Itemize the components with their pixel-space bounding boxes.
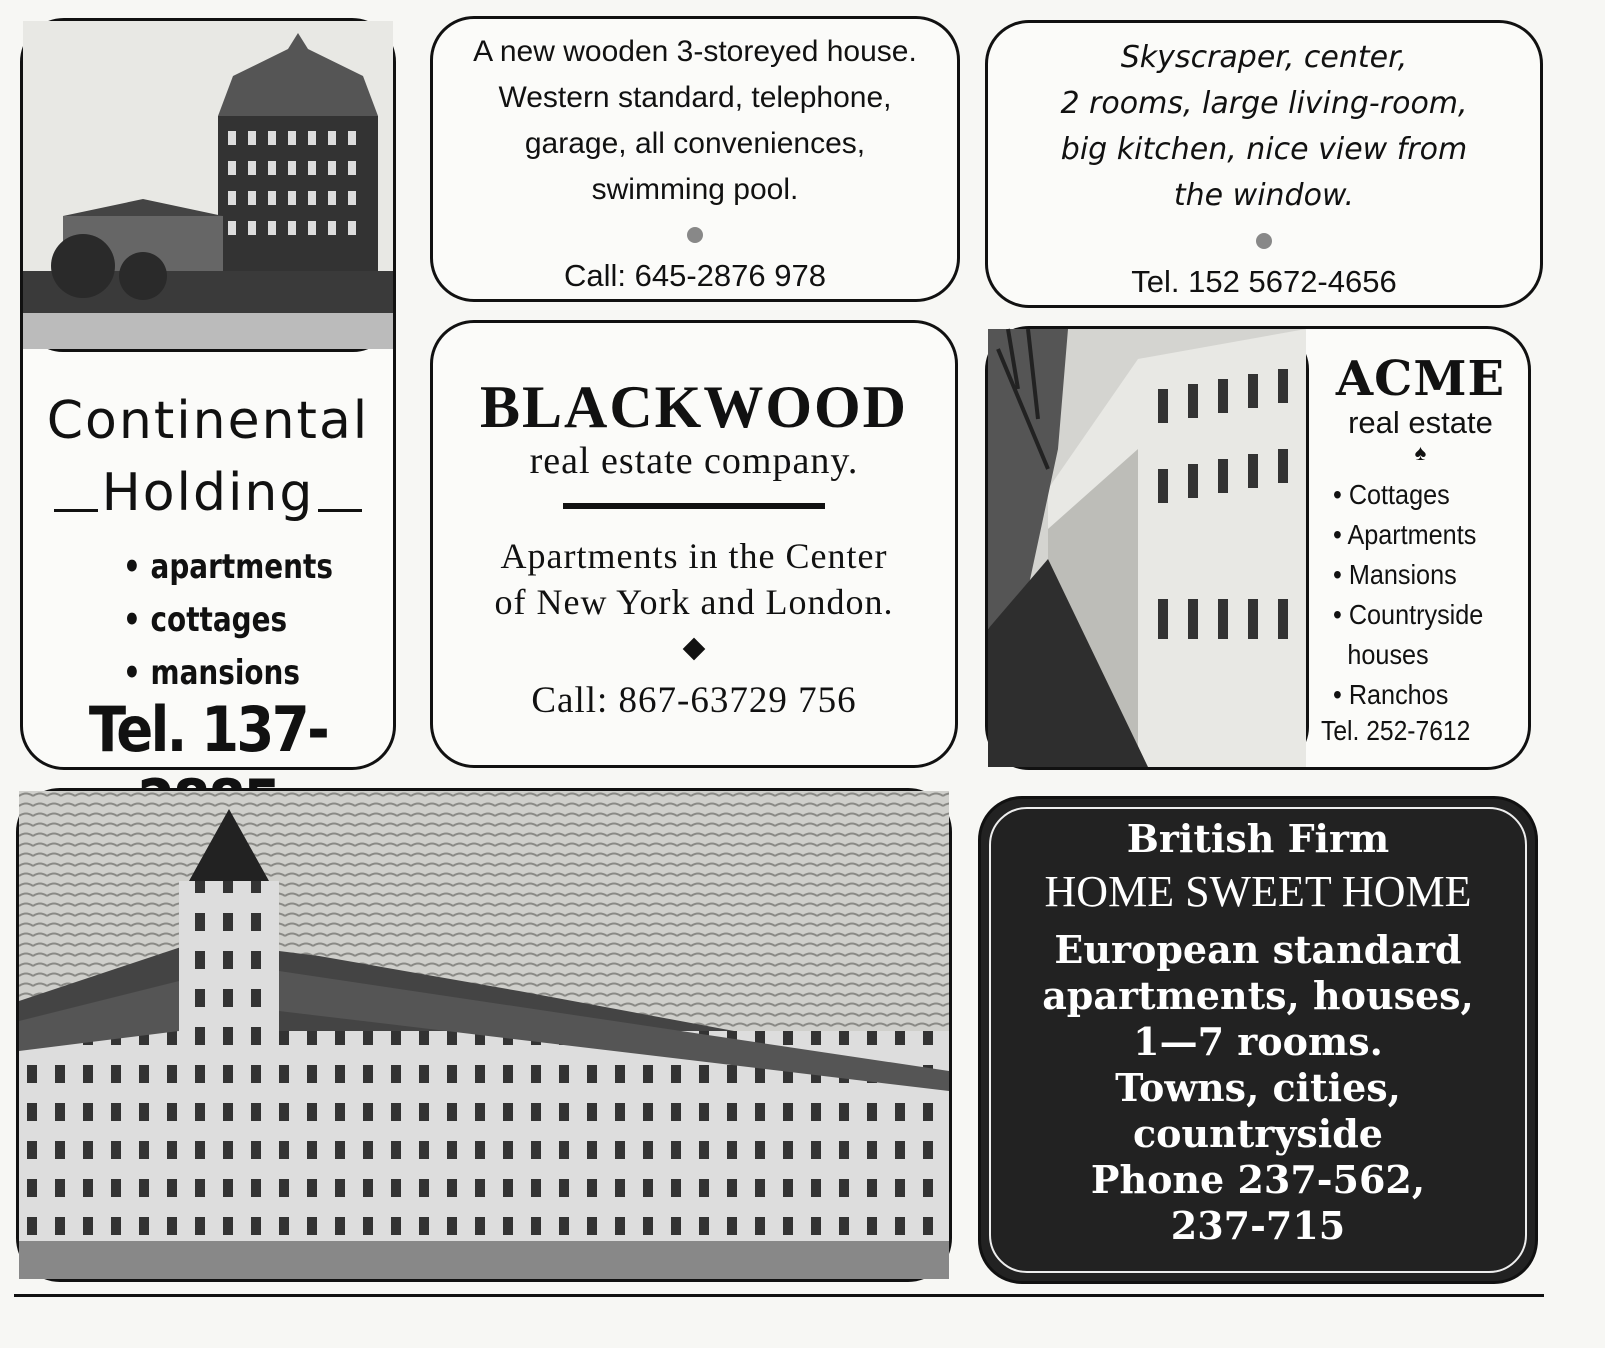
list-item: • Ranchos: [1333, 675, 1509, 715]
list-item: • apartments: [123, 541, 333, 594]
service-list: [1333, 475, 1528, 715]
company-name: HOME SWEET HOME: [1044, 867, 1472, 916]
acme-real-estate-ad: [985, 326, 1531, 770]
phone-number: Tel. 252-7612: [1321, 715, 1471, 746]
apartment-complex-photo: [16, 788, 952, 1282]
ad-line: garage, all conveniences,: [524, 127, 866, 160]
service-list: [123, 541, 379, 700]
bottom-rule: [14, 1294, 1544, 1297]
list-item: • Mansions: [1333, 555, 1509, 595]
continental-holding-ad: [20, 18, 396, 770]
list-item: • Countryside: [1333, 595, 1509, 635]
brand-name-line2-text: Holding: [101, 463, 315, 523]
ad-line: of New York and London.: [494, 582, 894, 622]
building-photo: [988, 329, 1309, 767]
ad-line: Skyscraper, center,: [1120, 40, 1408, 75]
home-sweet-home-ad: [978, 796, 1538, 1284]
inner-border: [989, 807, 1527, 1273]
list-item: • cottages: [123, 594, 333, 647]
building-photo: [23, 21, 393, 352]
list-item: • Cottages: [1333, 475, 1509, 515]
divider: [563, 503, 825, 509]
diamond-icon: [683, 638, 706, 661]
ad-line: European standard: [1054, 927, 1462, 972]
ad-line: 2 rooms, large living-room,: [1060, 86, 1468, 121]
ad-line: Apartments in the Center: [500, 536, 888, 576]
brand-name-line2: [23, 463, 393, 523]
ad-line: big kitchen, nice view from: [1060, 132, 1468, 167]
company-name: ACME: [1335, 351, 1506, 407]
firm-label: British Firm: [1126, 816, 1390, 861]
skyscraper-ad: [985, 20, 1543, 308]
spade-icon: ♠: [1414, 440, 1427, 465]
company-subtitle: real estate company.: [529, 440, 859, 482]
ad-line: the window.: [1173, 178, 1355, 213]
phone-number: Call: 645-2876 978: [564, 258, 826, 293]
company-name: BLACKWOOD: [479, 374, 909, 440]
brand-name-line1: Continental: [46, 391, 370, 451]
ad-line: Towns, cities,: [1115, 1065, 1401, 1110]
list-item: houses: [1347, 639, 1429, 670]
phone-number: Tel. 152 5672-4656: [1131, 264, 1397, 299]
blackwood-ad: [430, 320, 958, 768]
ad-line: A new wooden 3-storeyed house.: [473, 35, 917, 68]
ad-line: 1—7 rooms.: [1133, 1019, 1383, 1064]
ad-line: Western standard, telephone,: [498, 81, 892, 114]
wooden-house-ad: [430, 16, 960, 302]
list-item: • mansions: [123, 647, 333, 700]
ad-line: countryside: [1133, 1111, 1383, 1156]
list-item: • Apartments: [1333, 515, 1509, 555]
phone-number: Call: 867-63729 756: [531, 680, 857, 721]
ad-line: 237-715: [1170, 1203, 1346, 1248]
company-subtitle: real estate: [1348, 405, 1493, 440]
ad-line: Phone 237-562,: [1090, 1157, 1426, 1202]
dot-separator-icon: [1256, 233, 1272, 249]
ad-line: swimming pool.: [591, 173, 799, 206]
phone-number: Tel. 137-: [88, 693, 328, 766]
dot-separator-icon: [687, 227, 703, 243]
ad-line: apartments, houses,: [1042, 973, 1474, 1018]
